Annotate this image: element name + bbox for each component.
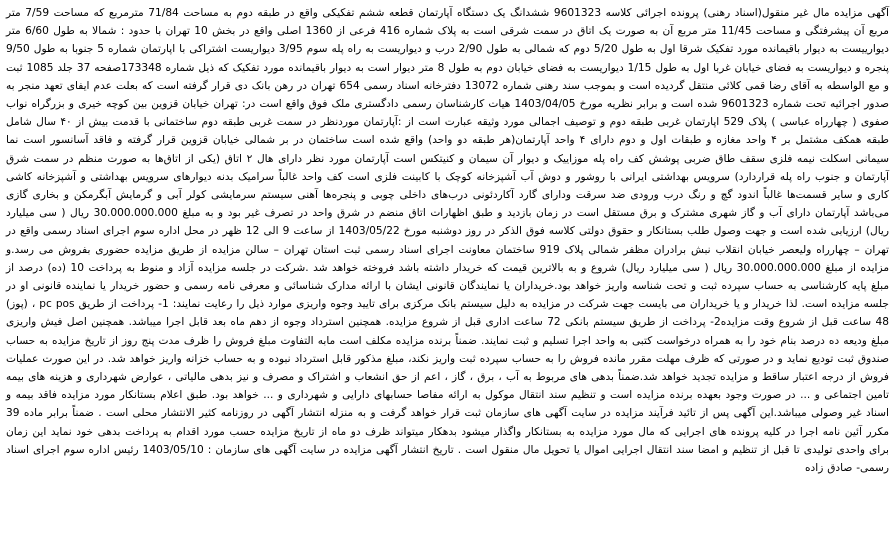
notice-body-text: آگهی مزایده مال غیر منقول(اسناد رهنی) پرونده اجرائی کلاسه 9601323 ششدانگ یک دستگاه آپارتمان قطعه ششم تفکیکی واقع در طبقه دوم به مساحت 71/84 مترمربع که مساحت 7/59 متر مربع آن پیشرفتگی و مساحت 11/45 متر مربع آن به صورت یک اتاق در سمت شرقی است به پلاک شماره 416 فرعی از 1360 اصلی واقع در بخش 10 تهران با حدود : شمالا به طول 6/60 متر دیوارییست به دیوار باقیمانده مورد تفکیک شرقا اول به طول 5/20 دوم که شمالی به طول 2/90 درب و دیواریست به راه پله سوم 3/95 دیواریست اشتراکی با اپارتمان شماره 5 جنوبا به طول 9/50 پنجره و دیواریست به فضای خیابان غربا اول به طول 1/15 دیواریست به فضای خیابان دوم به طول 8 متر دیوار است به دیوار باقیمانده مورد تفکیک که ذیل شماره 173348صفحه 37 جلد 1085 ثبت و مع الواسطه به آقای رضا قمی کلائی منتقل گردیده است و بموجب سند رهنی شماره 13072 دفترخانه اسناد رسمی 654 تهران در رهن بانک دی قرار گرفته است که بعلت عدم ایفای تعهد منجر به صدور اجرائیه تحت شماره 9601323 شده است و برابر نظریه مورخ 1403/04/05 هیات کارشناسان رسمی دادگستری ملک فوق واقع است در: تهران خیابان قزوین بین کوچه خیری و بزرگراه نواب صفوی ( چهارراه عباسی ) پلاک 529 اپارتمان غربی طبقه دوم و توصیف اجمالی مورد وثیقه عبارت است از :آپارتمان موردنظر در سمت غربی طبقه دوم ساختمانی با قدمت بیش از ۴۰ سال شامل طبقه همکف مشتمل بر ۴ واحد مغازه و طبقات اول و دوم دارای ۴ واحد آپارتمان(هر طبقه دو واحد) واقع شده است ساختمان در بر شمالی خیابان قزوین قرار گرفته و فاقد آسانسور است نما سیمانی اسکلت نیمه فلزی سقف طاق ضربی پوشش کف راه پله موزاییک و دیوار آن سیمان و کنیتکس است آپارتمان مورد نظر دارای هال ۲ اتاق (یکی از اتاق‌ها به صورت منظم در سمت شرق آپارتمان و جنوب راه پله قراردارد) سرویس بهداشتی ایرانی با روشور و دوش آب آشپزخانه کوچک با کابینت فلزی است کف واحد غالباً سرامیک بدنه دیوارهای سرویس بهداشتی و آشپزخانه کاشی کاری و سایر قسمت‌ها غالباً اندود گچ و رنگ درب ورودی ضد سرقت ودارای گارد آکاردئونی درب‌های داخلی چوبی و پنجره‌ها آهنی سیستم سرمایشی کولر آبی و گرمایش آبگرمکن و بخاری گازی می‌باشد آپارتمان دارای آب و گاز شهری مشترک و برق مستقل است در زمان بازدید و طبق اظهارات اتاق منضم در شرق واحد در تصرف غیر بود و به مبلغ 30.000.000.000 ریال ( سی میلیارد ریال) ارزیابی شده است و جهت وصول طلب بستانکار و حقوق دولتی کلاسه فوق الذکر در روز دوشنبه مورخ 1403/05/22 از ساعت 9 الی 12 ظهر در محل اداره سوم اجرای اسناد رسمی واقع در تهران – چهارراه ولیعصر خیابان انقلاب نبش برادران مظفر شمالی پلاک 919 ساختمان معاونت اجرای اسناد رسمی ثبت استان تهران – سالن مزایده از طریق مزایده حضوری بفروش می رسد.و مزایده از مبلغ 30.000.000.000 ریال ( سی میلیارد ریال) شروع و به بالاترین قیمت که خریدار داشته باشد فروخته خواهد شد .شرکت در جلسه مزایده آزاد و منوط به پرداخت 10 (ده) درصد از مبلغ پایه کارشناسی به حساب سپرده ثبت و تحت شناسه واریز خواهد بود.خریداران یا نمایندگان قانونی ایشان با ارائه مدارک شناسائی و معرفی نامه رسمی و حضور خریدار یا نماینده قانونی او در جلسه مزایده است. لذا خریدار و یا خریداران می بایست جهت شرکت در مزایده به دلیل سیستم بانک مرکزی برای تایید وجوه واریزی موارد ذیل را رعایت نمایند: 1- پرداخت از طریق pc pos ، (پوز) 48 ساعت قبل از شروع وقت مزایده2- پرداخت از طریق سیستم بانکی 72 ساعت اداری قبل از شروع مزایده. همچنین استرداد وجوه از دهم ماه بعد قابل اجرا میباشد. همچنین اصل فیش واریزی مبلغ ودیعه ده درصد بنام خود را به همراه درخواست کتبی به واحد اجرا تسلیم و ثبت نمایند. ضمناً برنده مزایده مکلف است مابه التفاوت مبلغ فروش را ظرف مدت پنج روز از تاریخ مزایده به حساب صندوق ثبت تودیع نماید و در صورتی که ظرف مهلت مقرر مانده فروش را به حساب سپرده ثبت واریز نکند، مبلغ مذکور قابل استرداد نبوده و به حساب خزانه واریز خواهد شد. در این صورت عملیات فروش از درجه اعتبار ساقط و مزایده تجدید خواهد شد.ضمناً بدهی های مربوط به آب ، برق ، گاز ، اعم از حق انشعاب و اشتراک و مصرف و نیز بدهی مالیاتی ، عوارض شهرداری و هزینه های بیمه تامین اجتماعی و ... در صورت وجود بعهده برنده مزایده است و تنظیم سند انتقال موکول به ارائه مفاصا حسابهای دارایی و شهرداری و ... خواهد بود. طبق اعلام بستانکار مورد مزایده فاقد بیمه و اسناد غیر وصولی میباشد.این آگهی پس از تائید فرآیند مزایده در سایت آگهی های سازمان ثبت قرار خواهد گرفت و به منزله انتشار آگهی در روزنامه کثیر الانتشار محلی است . ضمناً برابر ماده 39 مکرر آئین نامه اجرا در کلیه پرونده های اجرایی که مال مورد مزایده به بستانکار واگذار میشود بدهکار میتواند ظرف دو ماه از تاریخ مزایده حسب مورد اقدام به پرداخت بدهی خود نماید این زمان برای واحدی تولیدی تا قبل از تنظیم و امضا سند انتقال اجرایی اموال یا تحویل مال منقول است . تاریخ انتشار آگهی مزایده در سایت آگهی های سازمان : 1403/05/10 رئیس اداره سوم اجرای اسناد رسمی- صادق زاده [6,7,890,475]
